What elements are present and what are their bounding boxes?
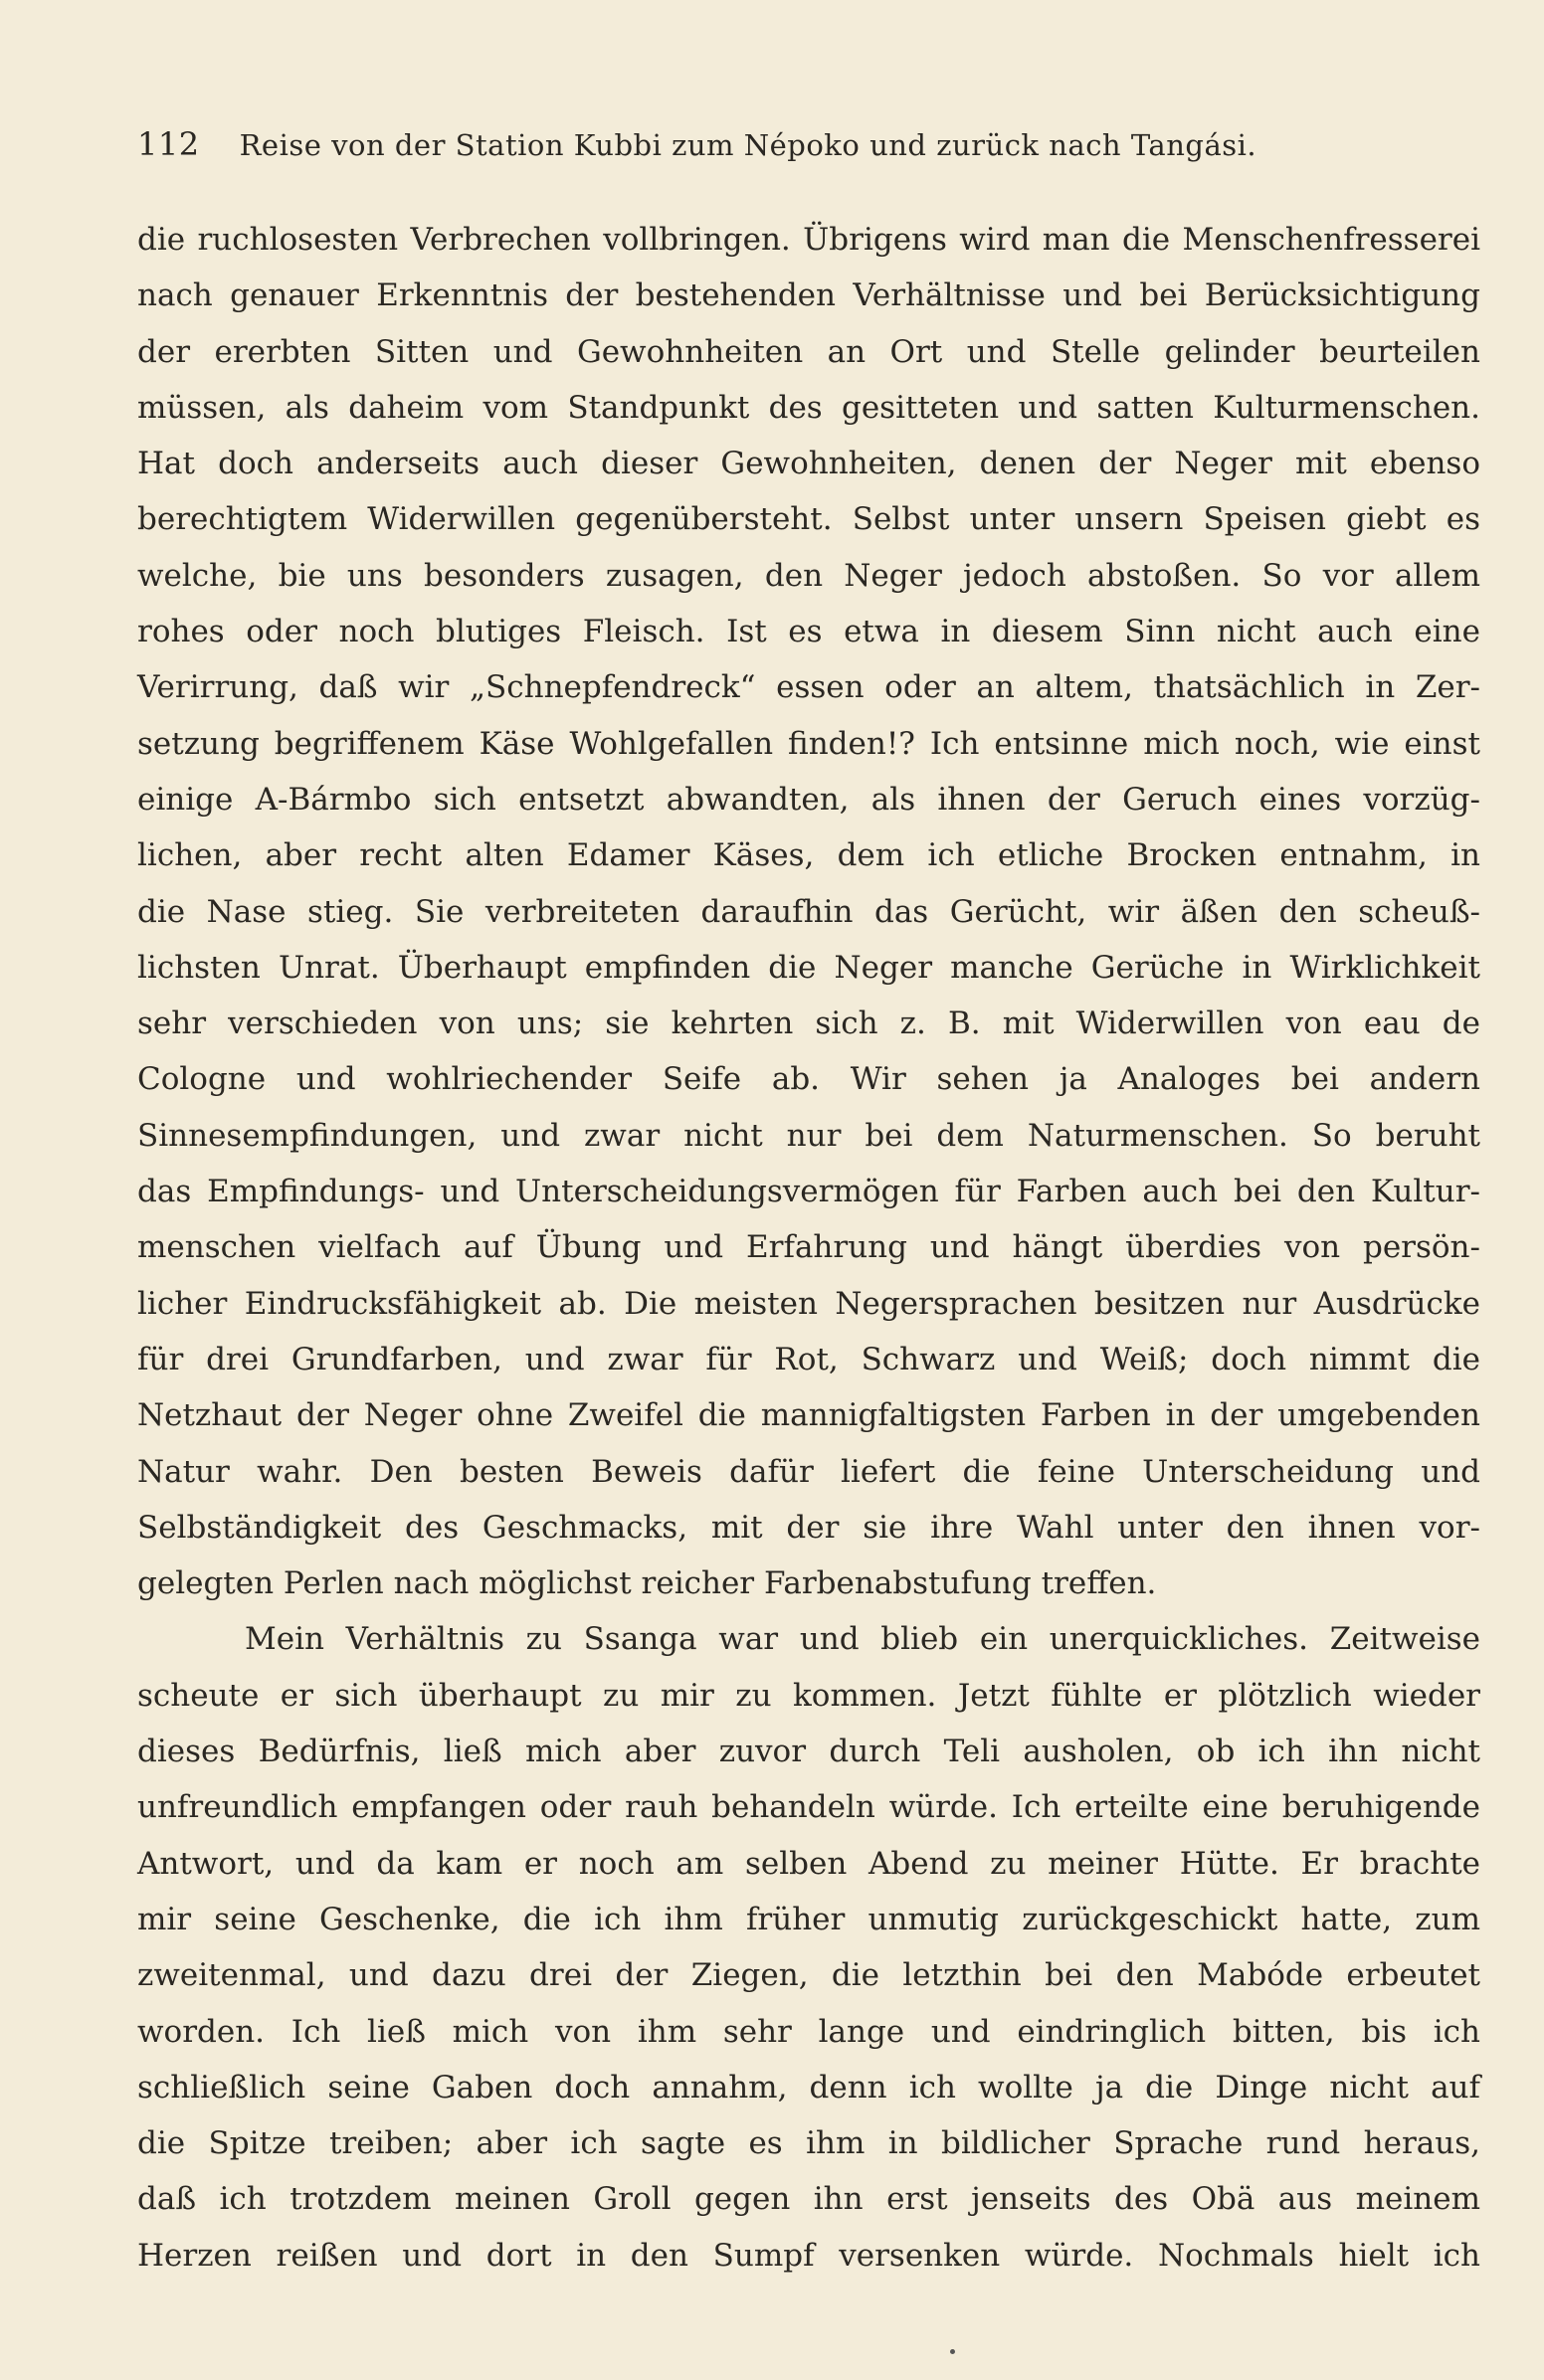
text-line: worden. Ich ließ mich von ihm sehr lange und eindringlich bitten, bis ich [137,2013,1480,2050]
text-line: setzung begriffenem Käse Wohlgefallen finden!? Ich entsinne mich noch, wie einst [137,725,1480,762]
print-speck [950,2349,955,2354]
text-line: rohes oder noch blutiges Fleisch. Ist es etwa in diesem Sinn nicht auch eine [137,614,1480,650]
text-line: Selbständigkeit des Geschmacks, mit der sie ihre Wahl unter den ihnen vor- [137,1509,1480,1546]
text-line: Herzen reißen und dort in den Sumpf versenken würde. Nochmals hielt ich [137,2237,1480,2274]
text-line: einige A-Bármbo sich entsetzt abwandten, als ihnen der Geruch eines vorzüg- [137,781,1480,818]
text-line: Verirrung, daß wir „Schnepfendreck“ essen oder an altem, thatsächlich in Zer- [137,669,1480,706]
text-line: licher Eindrucksfähigkeit ab. Die meisten Negersprachen besitzen nur Ausdrücke [137,1285,1480,1322]
running-header [137,125,1455,163]
text-line: für drei Grundfarben, und zwar für Rot, Schwarz und Weiß; doch nimmt die [137,1341,1480,1377]
text-line: zweitenmal, und dazu drei der Ziegen, die letzthin bei den Mabóde erbeutet [137,1957,1480,1994]
body-text [137,212,1480,2284]
text-line: dieses Bedürfnis, ließ mich aber zuvor durch Teli ausholen, ob ich ihn nicht [137,1734,1480,1770]
page-number: 112 [137,125,200,163]
paragraph [137,1611,1480,2284]
text-line: Cologne und wohlriechender Seife ab. Wir sehen ja Analoges bei andern [137,1061,1480,1098]
text-line: der ererbten Sitten und Gewohnheiten an Ort und Stelle gelinder beurteilen [137,333,1480,370]
text-line: scheute er sich überhaupt zu mir zu kommen. Jetzt fühlte er plötzlich wieder [137,1677,1480,1714]
text-line: Hat doch anderseits auch dieser Gewohnheiten, denen der Neger mit ebenso [137,446,1480,482]
text-line: berechtigtem Widerwillen gegenübersteht. Selbst unter unsern Speisen giebt es [137,501,1480,538]
text-line: Antwort, und da kam er noch am selben Abend zu meiner Hütte. Er brachte [137,1845,1480,1882]
text-line: nach genauer Erkenntnis der bestehenden Verhältnisse und bei Berücksichtigung [137,277,1480,314]
text-line: schließlich seine Gaben doch annahm, denn ich wollte ja die Dinge nicht auf [137,2069,1480,2105]
text-line: Natur wahr. Den besten Beweis dafür liefert die feine Unterscheidung und [137,1453,1480,1490]
text-line: die ruchlosesten Verbrechen vollbringen. Übrigens wird man die Menschenfresserei [137,222,1480,258]
running-title: Reise von der Station Kubbi zum Népoko und zurück nach Tangási. [239,128,1257,162]
paragraph [137,212,1480,1611]
text-line: menschen vielfach auf Übung und Erfahrung und hängt überdies von persön- [137,1229,1480,1266]
text-line: gelegten Perlen nach möglichst reicher Farbenabstufung treffen. [137,1565,1157,1602]
text-line: Sinnesempfindungen, und zwar nicht nur bei dem Naturmenschen. So beruht [137,1117,1480,1154]
text-line: die Spitze treiben; aber ich sagte es ihm in bildlicher Sprache rund heraus, [137,2125,1480,2162]
text-line: lichsten Unrat. Überhaupt empfinden die Neger manche Gerüche in Wirklichkeit [137,949,1480,986]
text-line: unfreundlich empfangen oder rauh behandeln würde. Ich erteilte eine beruhigende [137,1789,1480,1826]
text-line: müssen, als daheim vom Standpunkt des gesitteten und satten Kulturmenschen. [137,389,1480,426]
text-line: Netzhaut der Neger ohne Zweifel die mannigfaltigsten Farben in der umgebenden [137,1397,1480,1434]
text-line: sehr verschieden von uns; sie kehrten sich z. B. mit Widerwillen von eau de [137,1006,1480,1042]
text-line: das Empfindungs- und Unterscheidungsvermögen für Farben auch bei den Kultur- [137,1174,1480,1210]
text-line: daß ich trotzdem meinen Groll gegen ihn erst jenseits des Obä aus meinem [137,2181,1480,2218]
text-line: lichen, aber recht alten Edamer Käses, dem ich etliche Brocken entnahm, in [137,837,1480,874]
text-line: Mein Verhältnis zu Ssanga war und blieb ein unerquickliches. Zeitweise [245,1621,1480,1658]
text-line: mir seine Geschenke, die ich ihm früher unmutig zurückgeschickt hatte, zum [137,1901,1480,1937]
text-line: welche, bie uns besonders zusagen, den Neger jedoch abstoßen. So vor allem [137,557,1480,594]
text-line: die Nase stieg. Sie verbreiteten daraufhin das Gerücht, wir äßen den scheuß- [137,893,1480,930]
